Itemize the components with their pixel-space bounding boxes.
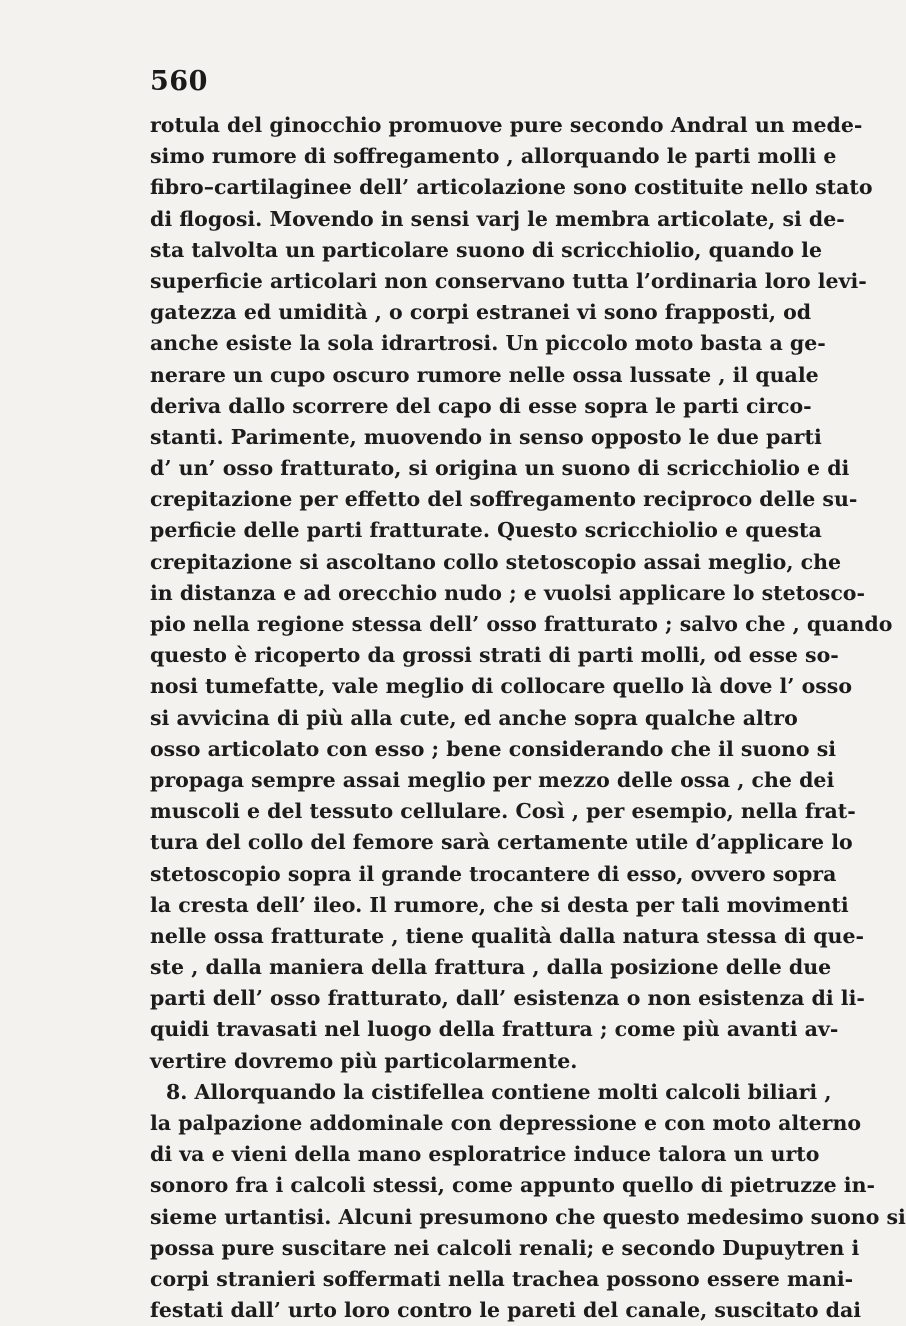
- text-line: d’ un’ osso fratturato, si origina un suono di scricchiolio e di: [150, 456, 850, 481]
- text-line: rotula del ginocchio promuove pure secondo Andral un mede-: [150, 113, 863, 137]
- text-line: stanti. Parimente, muovendo in senso opposto le due parti: [150, 424, 822, 449]
- text-line: ste , dalla maniera della frattura , dalla posizione delle due: [150, 955, 832, 980]
- text-line: in distanza e ad orecchio nudo ; e vuolsi applicare lo stetosco-: [150, 580, 865, 605]
- body-text: [150, 110, 906, 1326]
- page-number: 560: [150, 66, 208, 97]
- text-line: perficie delle parti fratturate. Questo scricchiolio e questa: [150, 518, 822, 543]
- text-line: pio nella regione stessa dell’ osso fratturato ; salvo che , quando: [150, 612, 893, 636]
- text-line: quidi travasati nel luogo della frattura ; come più avanti av-: [150, 1017, 839, 1042]
- text-line: parti dell’ osso fratturato, dall’ esistenza o non esistenza di li-: [150, 986, 865, 1011]
- text-line: questo è ricoperto da grossi strati di parti molli, od esse so-: [150, 643, 839, 668]
- text-line: nosi tumefatte, vale meglio di collocare quello là dove l’ osso: [150, 674, 852, 699]
- text-line: stetoscopio sopra il grande trocantere di esso, ovvero sopra: [150, 861, 837, 886]
- text-line: superficie articolari non conservano tutta l’ordinaria loro levi-: [150, 268, 867, 293]
- paragraph-start-line: 8. Allorquando la cistifellea contiene molti calcoli biliari ,: [166, 1079, 832, 1104]
- text-line: la palpazione addominale con depressione e con moto alterno: [150, 1111, 862, 1135]
- text-line: di va e vieni della mano esploratrice induce talora un urto: [150, 1142, 820, 1167]
- text-line: fibro–cartilaginee dell’ articolazione sono costituite nello stato: [150, 175, 873, 200]
- text-line: la cresta dell’ ileo. Il rumore, che si desta per tali movimenti: [150, 892, 849, 917]
- text-line: possa pure suscitare nei calcoli renali; e secondo Dupuytren i: [150, 1235, 860, 1260]
- text-line: gatezza ed umidità , o corpi estranei vi sono frapposti, od: [150, 300, 812, 325]
- text-line: propaga sempre assai meglio per mezzo delle ossa , che dei: [150, 767, 835, 792]
- text-line: corpi stranieri soffermati nella trachea possono essere mani-: [150, 1266, 854, 1291]
- text-line: deriva dallo scorrere del capo di esse sopra le parti circo-: [150, 393, 812, 418]
- text-line: festati dall’ urto loro contro le pareti del canale, suscitato dai: [150, 1298, 862, 1323]
- text-line: sta talvolta un particolare suono di scricchiolio, quando le: [150, 237, 823, 262]
- text-line: crepitazione si ascoltano collo stetoscopio assai meglio, che: [150, 549, 842, 574]
- text-line: muscoli e del tessuto cellulare. Così , per esempio, nella frat-: [150, 799, 856, 824]
- text-line: nelle ossa fratturate , tiene qualità dalla natura stessa di que-: [150, 923, 864, 948]
- text-line: vertire dovremo più particolarmente.: [150, 1048, 578, 1073]
- text-line: di flogosi. Movendo in sensi varj le membra articolate, si de-: [150, 206, 845, 231]
- text-line: tura del collo del femore sarà certamente utile d’applicare lo: [150, 830, 853, 855]
- text-line: crepitazione per effetto del soffregamento reciproco delle su-: [150, 487, 858, 512]
- text-line: nerare un cupo oscuro rumore nelle ossa lussate , il quale: [150, 362, 819, 387]
- text-line: osso articolato con esso ; bene considerando che il suono si: [150, 736, 837, 761]
- text-line: simo rumore di soffregamento , allorquando le parti molli e: [150, 144, 837, 169]
- text-line: anche esiste la sola idrartrosi. Un piccolo moto basta a ge-: [150, 331, 826, 356]
- text-line: si avvicina di più alla cute, ed anche sopra qualche altro: [150, 705, 798, 730]
- text-line: sonoro fra i calcoli stessi, come appunto quello di pietruzze in-: [150, 1173, 875, 1198]
- text-line: sieme urtantisi. Alcuni presumono che questo medesimo suono si: [150, 1204, 906, 1229]
